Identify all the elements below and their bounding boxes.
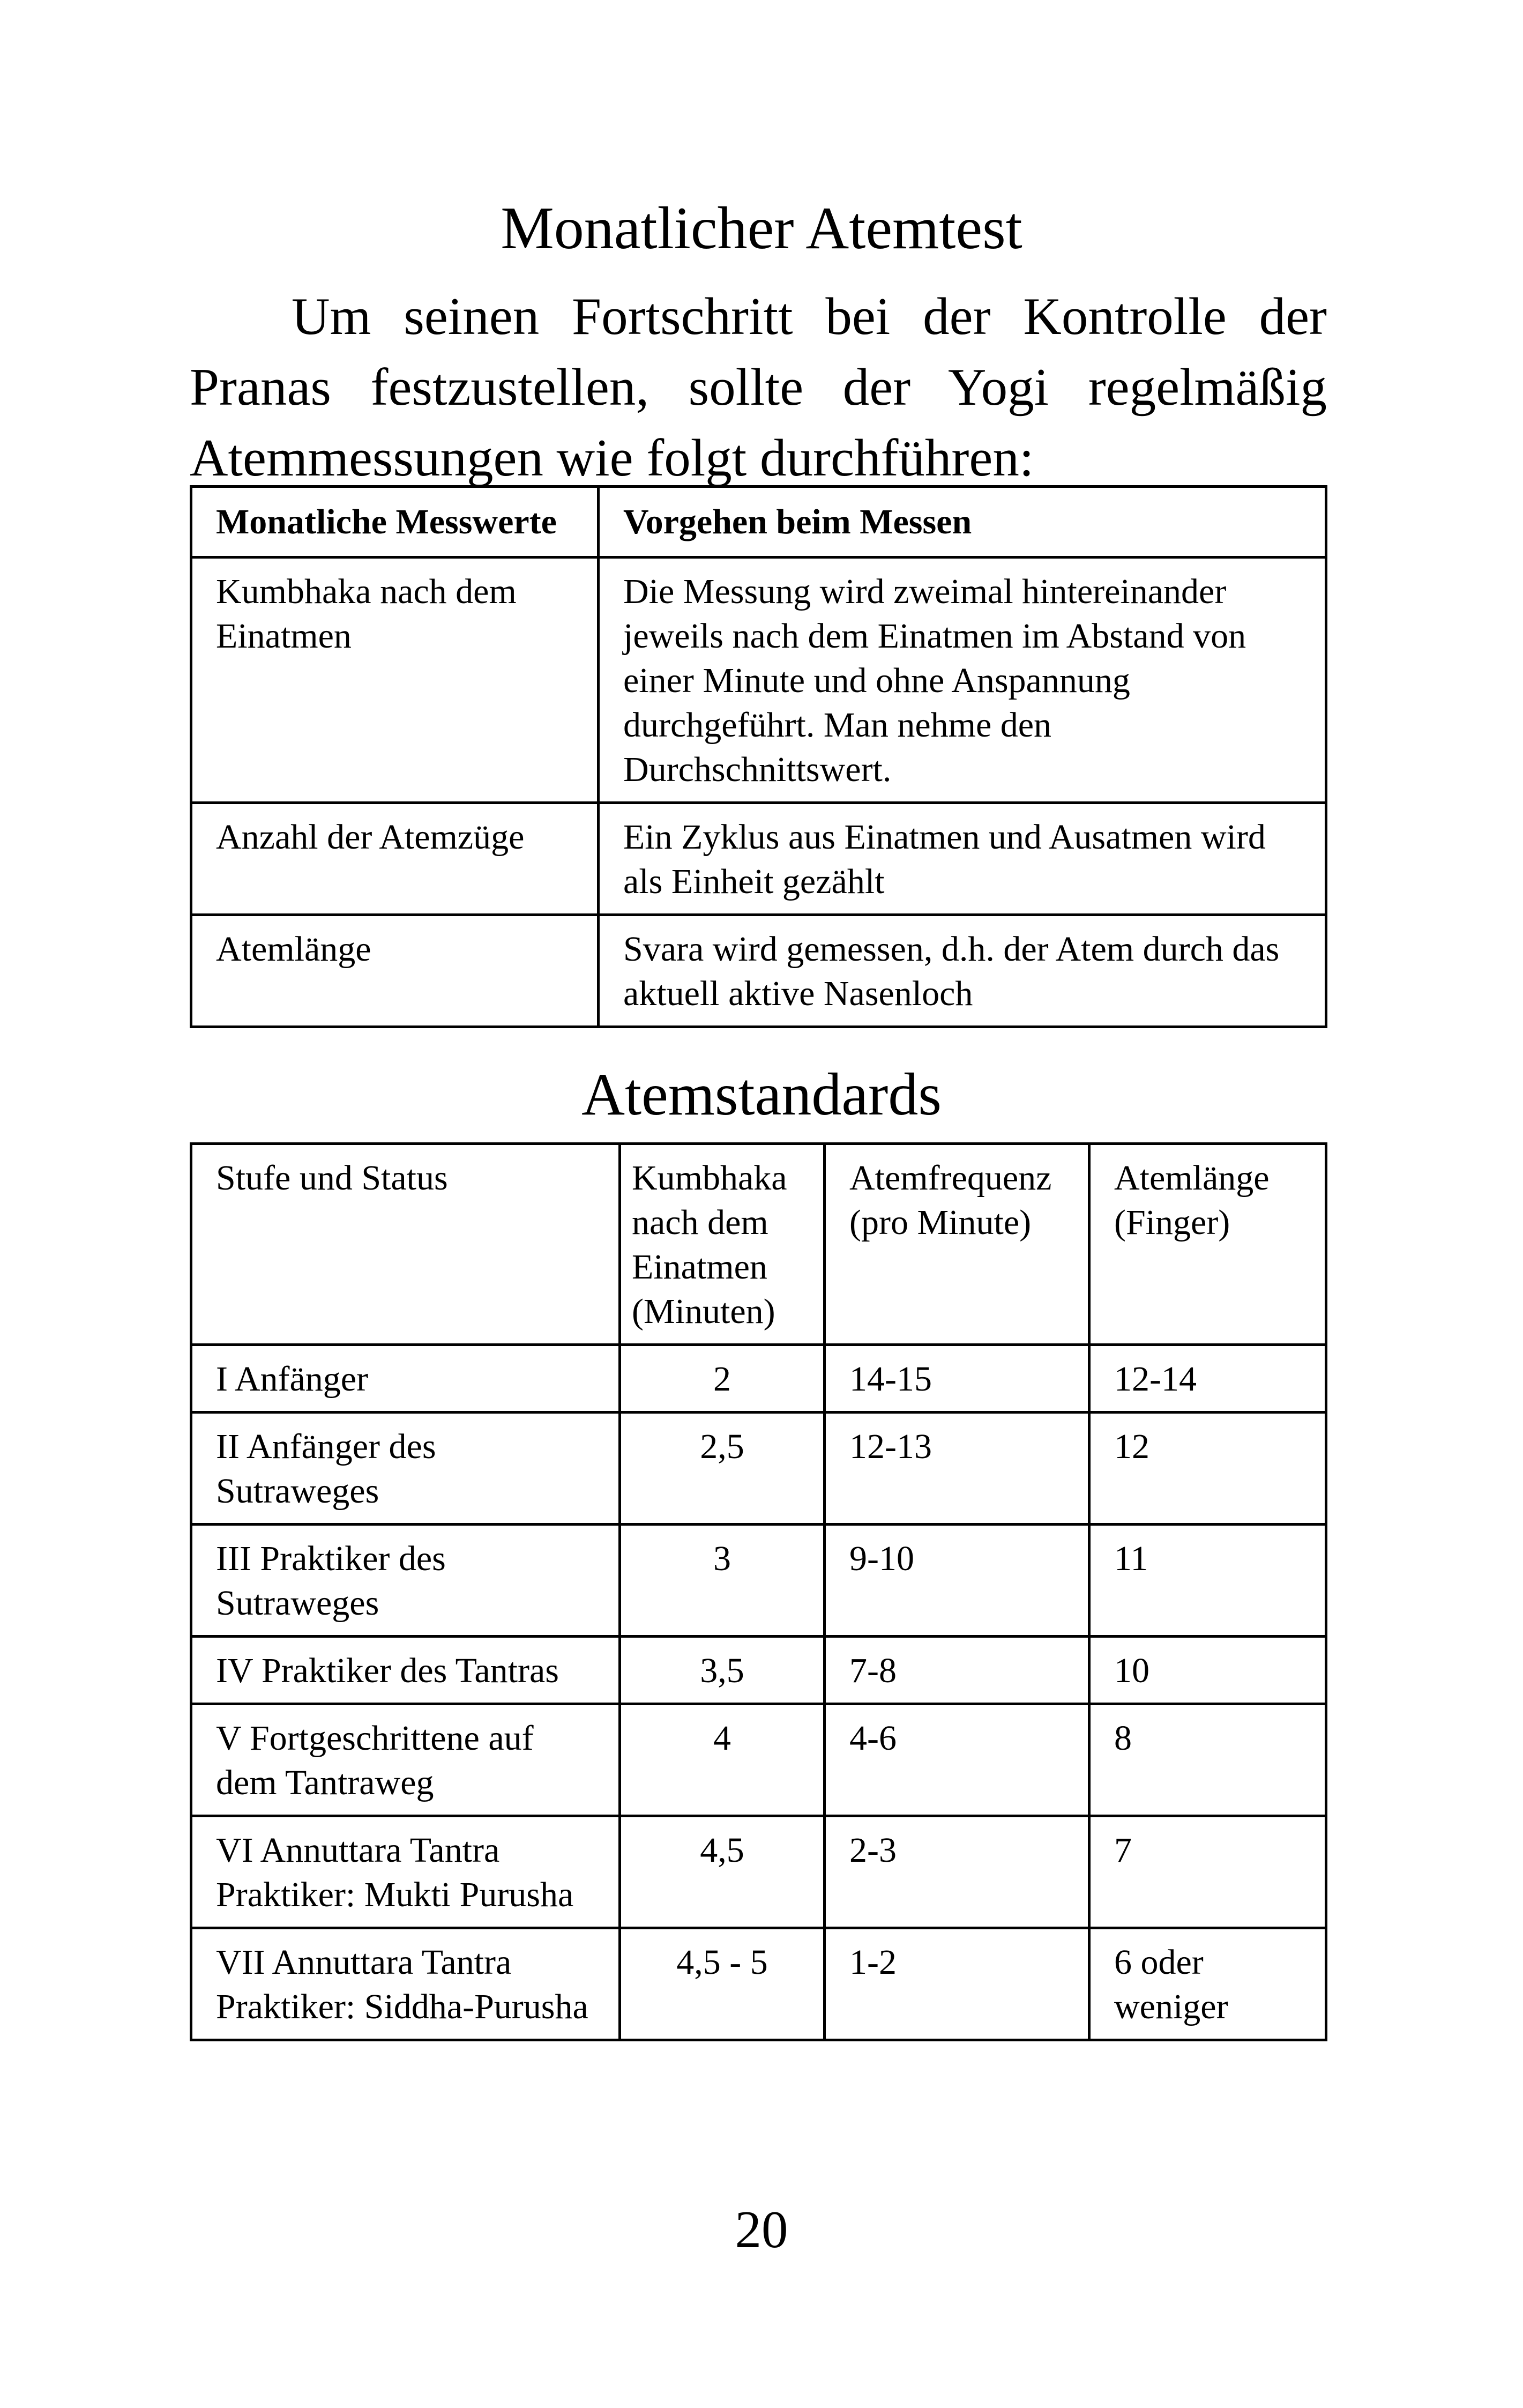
table-row (191, 1637, 1326, 1704)
table-cell: 2,5 (620, 1413, 825, 1525)
section-title-breath-standards: Atemstandards (581, 1061, 942, 1128)
section-title-monthly-breath-test: Monatlicher Atemtest (501, 195, 1022, 262)
table-cell: IV Praktiker des Tantras (191, 1637, 620, 1704)
table-cell: V Fortgeschrittene auf dem Tantraweg (191, 1704, 620, 1816)
table-row (191, 1525, 1326, 1637)
table-cell: 6 oder weniger (1089, 1928, 1326, 2040)
table-cell: 4,5 - 5 (620, 1928, 825, 2040)
intro-paragraph: Um seinen Fortschritt bei der Kontrolle der Pranas festzustellen, sollte der Yogi regelmäßig Atemmessungen wie folgt durchführen: (190, 287, 1327, 487)
table-cell: 1-2 (825, 1928, 1089, 2040)
column-header: Atemlänge (Finger) (1089, 1144, 1326, 1345)
table-cell: I Anfänger (191, 1345, 620, 1413)
table-cell: 11 (1089, 1525, 1326, 1637)
table-cell: Anzahl der Atemzüge (191, 803, 599, 915)
table-cell: 7 (1089, 1816, 1326, 1928)
column-header: Kumbhaka nach dem Einatmen (Minuten) (620, 1144, 825, 1345)
table-row (191, 1345, 1326, 1413)
table-cell: 8 (1089, 1704, 1326, 1816)
table-cell: 2-3 (825, 1816, 1089, 1928)
table-cell: 9-10 (825, 1525, 1089, 1637)
breath-standards-table (190, 1142, 1327, 2041)
column-header: Monatliche Messwerte (191, 487, 599, 558)
table-cell: Kumbhaka nach dem Einatmen (191, 558, 599, 803)
table-cell: Die Messung wird zweimal hintereinander jeweils nach dem Einatmen im Abstand von einer Minute und ohne Anspannung durchgeführt. Man nehme den Durchschnittswert. (599, 558, 1326, 803)
table-cell: VII Annuttara Tantra Praktiker: Siddha-Purusha (191, 1928, 620, 2040)
table-cell: 4-6 (825, 1704, 1089, 1816)
table-cell: 4,5 (620, 1816, 825, 1928)
column-header: Vorgehen beim Messen (599, 487, 1326, 558)
table-cell: II Anfänger des Sutraweges (191, 1413, 620, 1525)
table-cell: 2 (620, 1345, 825, 1413)
page-number: 20 (735, 2201, 788, 2259)
table-row (191, 1928, 1326, 2040)
table-cell: 12-13 (825, 1413, 1089, 1525)
table-row (191, 558, 1326, 803)
table-header-row (191, 487, 1326, 558)
table-cell: Svara wird gemessen, d.h. der Atem durch das aktuell aktive Nasenloch (599, 915, 1326, 1027)
table-cell: 12 (1089, 1413, 1326, 1525)
table-cell: Atemlänge (191, 915, 599, 1027)
table-row (191, 915, 1326, 1027)
table-header-row (191, 1144, 1326, 1345)
table-cell: 10 (1089, 1637, 1326, 1704)
table-cell: 3,5 (620, 1637, 825, 1704)
table-row (191, 1816, 1326, 1928)
column-header: Stufe und Status (191, 1144, 620, 1345)
table-cell: III Praktiker des Sutraweges (191, 1525, 620, 1637)
table-cell: VI Annuttara Tantra Praktiker: Mukti Purusha (191, 1816, 620, 1928)
table-cell: 3 (620, 1525, 825, 1637)
table-cell: 7-8 (825, 1637, 1089, 1704)
table-cell: 12-14 (1089, 1345, 1326, 1413)
column-header: Atemfrequenz (pro Minute) (825, 1144, 1089, 1345)
table-cell: Ein Zyklus aus Einatmen und Ausatmen wird als Einheit gezählt (599, 803, 1326, 915)
table-cell: 4 (620, 1704, 825, 1816)
measurement-table (190, 485, 1327, 1028)
table-row (191, 1704, 1326, 1816)
table-row (191, 803, 1326, 915)
table-cell: 14-15 (825, 1345, 1089, 1413)
table-row (191, 1413, 1326, 1525)
